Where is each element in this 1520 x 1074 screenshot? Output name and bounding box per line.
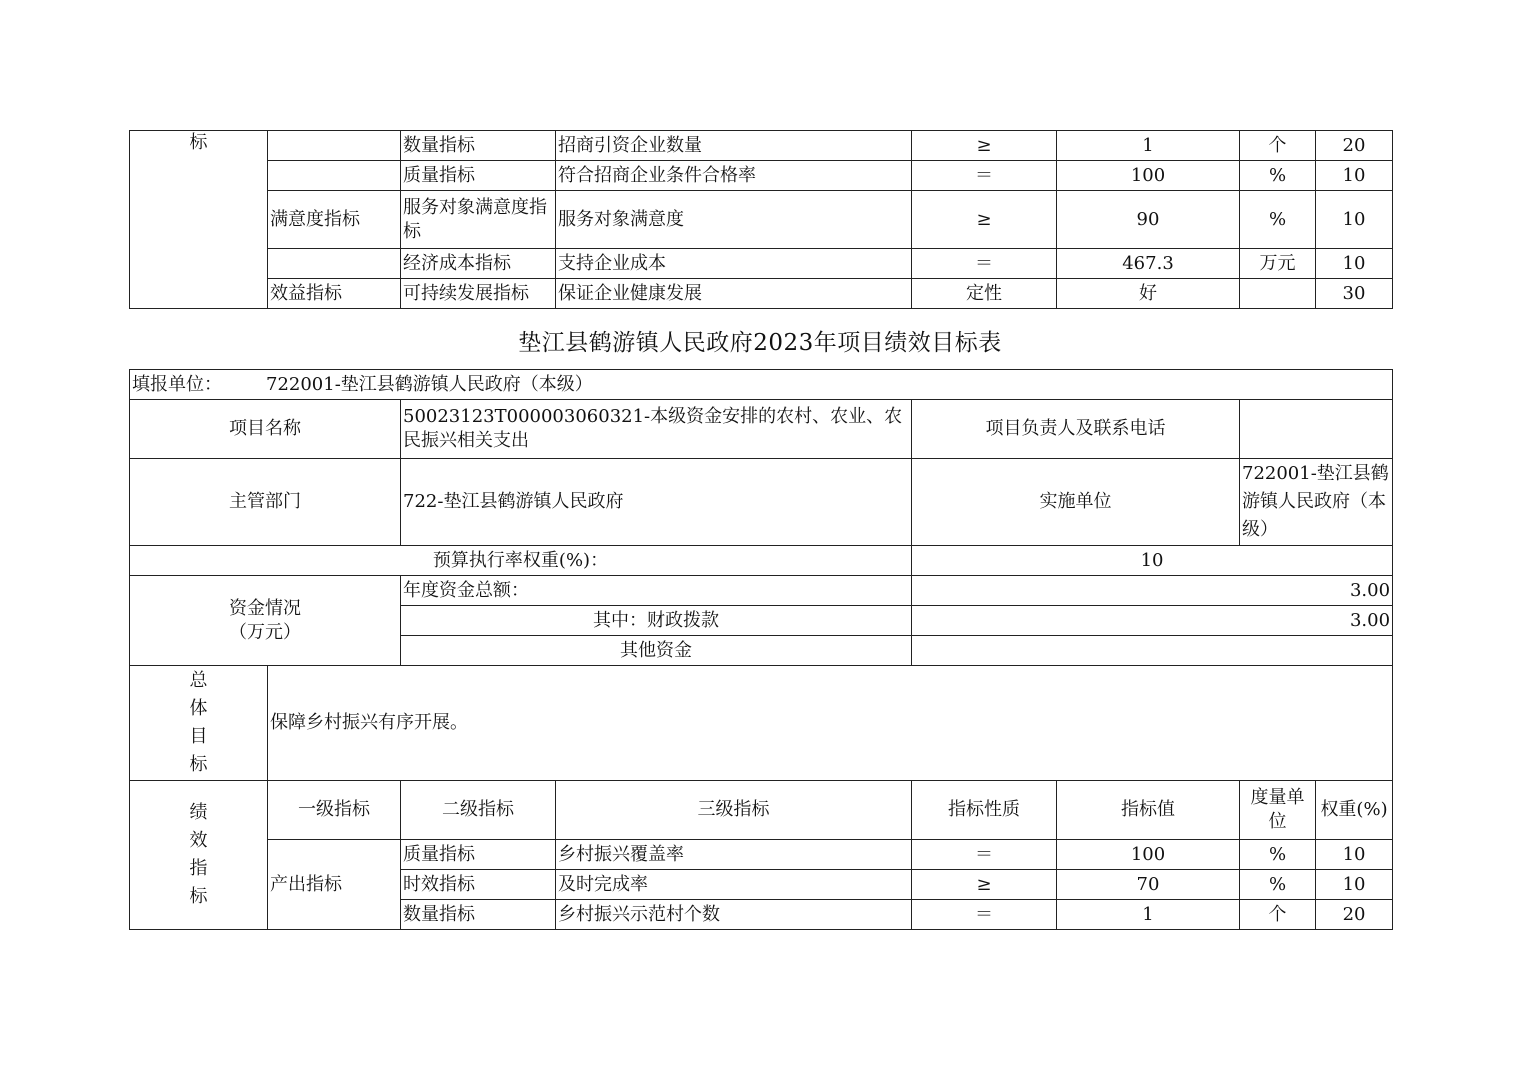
- header-unit: 度量单位: [1240, 781, 1316, 840]
- perf-indicator-label: 绩 效 指 标: [130, 781, 268, 930]
- value-cell: 90: [1057, 191, 1240, 249]
- weight-cell: 30: [1316, 279, 1393, 309]
- level3-cell: 招商引资企业数量: [556, 131, 912, 161]
- level3-cell: 支持企业成本: [556, 249, 912, 279]
- unit-cell: %: [1240, 191, 1316, 249]
- first-col-cell: 标: [130, 131, 268, 309]
- fill-unit-label: 填报单位：: [132, 373, 222, 395]
- unit-cell: %: [1240, 870, 1316, 900]
- dept-value: 722-垫江县鹤游镇人民政府: [401, 459, 912, 546]
- output-indicator-label: 产出指标: [268, 840, 401, 930]
- header-level2: 二级指标: [401, 781, 556, 840]
- annual-total-label: 年度资金总额：: [401, 576, 912, 606]
- unit-cell: %: [1240, 161, 1316, 191]
- budget-rate-value: 10: [912, 546, 1393, 576]
- contact-value: [1240, 400, 1393, 459]
- budget-rate-label: 预算执行率权重(%)：: [130, 546, 912, 576]
- header-level1: 一级指标: [268, 781, 401, 840]
- dept-label: 主管部门: [130, 459, 401, 546]
- level1-cell: [268, 249, 401, 279]
- level2-cell: 质量指标: [401, 161, 556, 191]
- nature-cell: ＝: [912, 161, 1057, 191]
- contact-label: 项目负责人及联系电话: [912, 400, 1240, 459]
- nature-cell: 定性: [912, 279, 1057, 309]
- header-nature: 指标性质: [912, 781, 1057, 840]
- value-cell: 100: [1057, 161, 1240, 191]
- level2-cell: 经济成本指标: [401, 249, 556, 279]
- other-funds-label: 其他资金: [401, 636, 912, 666]
- level1-cell: 满意度指标: [268, 191, 401, 249]
- value-cell: 1: [1057, 900, 1240, 930]
- performance-goal-table: [129, 369, 1393, 930]
- level2-cell: 服务对象满意度指标: [401, 191, 556, 249]
- fiscal-label: 其中：财政拨款: [401, 606, 912, 636]
- level2-cell: 数量指标: [401, 900, 556, 930]
- document-title: 垫江县鹤游镇人民政府2023年项目绩效目标表: [518, 330, 1002, 356]
- nature-cell: ≥: [912, 870, 1057, 900]
- nature-cell: ＝: [912, 840, 1057, 870]
- level2-cell: 数量指标: [401, 131, 556, 161]
- nature-cell: ≥: [912, 191, 1057, 249]
- level3-cell: 乡村振兴示范村个数: [556, 900, 912, 930]
- level2-cell: 可持续发展指标: [401, 279, 556, 309]
- level1-cell: [268, 131, 401, 161]
- nature-cell: ＝: [912, 249, 1057, 279]
- level3-cell: 保证企业健康发展: [556, 279, 912, 309]
- unit-cell: 个: [1240, 900, 1316, 930]
- header-value: 指标值: [1057, 781, 1240, 840]
- value-cell: 100: [1057, 840, 1240, 870]
- unit-cell: 万元: [1240, 249, 1316, 279]
- weight-cell: 10: [1316, 249, 1393, 279]
- level1-cell: 效益指标: [268, 279, 401, 309]
- project-name-label: 项目名称: [130, 400, 401, 459]
- unit-cell: %: [1240, 840, 1316, 870]
- unit-cell: [1240, 279, 1316, 309]
- impl-value: 722001-垫江县鹤游镇人民政府（本级）: [1240, 459, 1393, 546]
- overall-goal-text: 保障乡村振兴有序开展。: [268, 666, 1393, 781]
- fill-unit-row: [130, 370, 1393, 400]
- weight-cell: 10: [1316, 161, 1393, 191]
- other-funds-value: [912, 636, 1393, 666]
- overall-goal-label: 总 体 目 标: [130, 666, 268, 781]
- level3-cell: 乡村振兴覆盖率: [556, 840, 912, 870]
- nature-cell: ＝: [912, 900, 1057, 930]
- value-cell: 467.3: [1057, 249, 1240, 279]
- continued-indicator-table: [129, 130, 1393, 309]
- header-weight: 权重(%): [1316, 781, 1393, 840]
- value-cell: 好: [1057, 279, 1240, 309]
- impl-label: 实施单位: [912, 459, 1240, 546]
- level1-cell: [268, 161, 401, 191]
- weight-cell: 10: [1316, 191, 1393, 249]
- level2-cell: 时效指标: [401, 870, 556, 900]
- level3-cell: 服务对象满意度: [556, 191, 912, 249]
- header-level3: 三级指标: [556, 781, 912, 840]
- weight-cell: 20: [1316, 131, 1393, 161]
- fill-unit-value: 722001-垫江县鹤游镇人民政府（本级）: [266, 373, 593, 395]
- value-cell: 1: [1057, 131, 1240, 161]
- value-cell: 70: [1057, 870, 1240, 900]
- project-name-value: 50023123T000003060321-本级资金安排的农村、农业、农民振兴相关支出: [401, 400, 912, 459]
- funds-label: 资金情况 （万元）: [130, 576, 401, 666]
- weight-cell: 10: [1316, 870, 1393, 900]
- level2-cell: 质量指标: [401, 840, 556, 870]
- weight-cell: 10: [1316, 840, 1393, 870]
- weight-cell: 20: [1316, 900, 1393, 930]
- annual-total-value: 3.00: [912, 576, 1393, 606]
- nature-cell: ≥: [912, 131, 1057, 161]
- unit-cell: 个: [1240, 131, 1316, 161]
- level3-cell: 符合招商企业条件合格率: [556, 161, 912, 191]
- fiscal-value: 3.00: [912, 606, 1393, 636]
- level3-cell: 及时完成率: [556, 870, 912, 900]
